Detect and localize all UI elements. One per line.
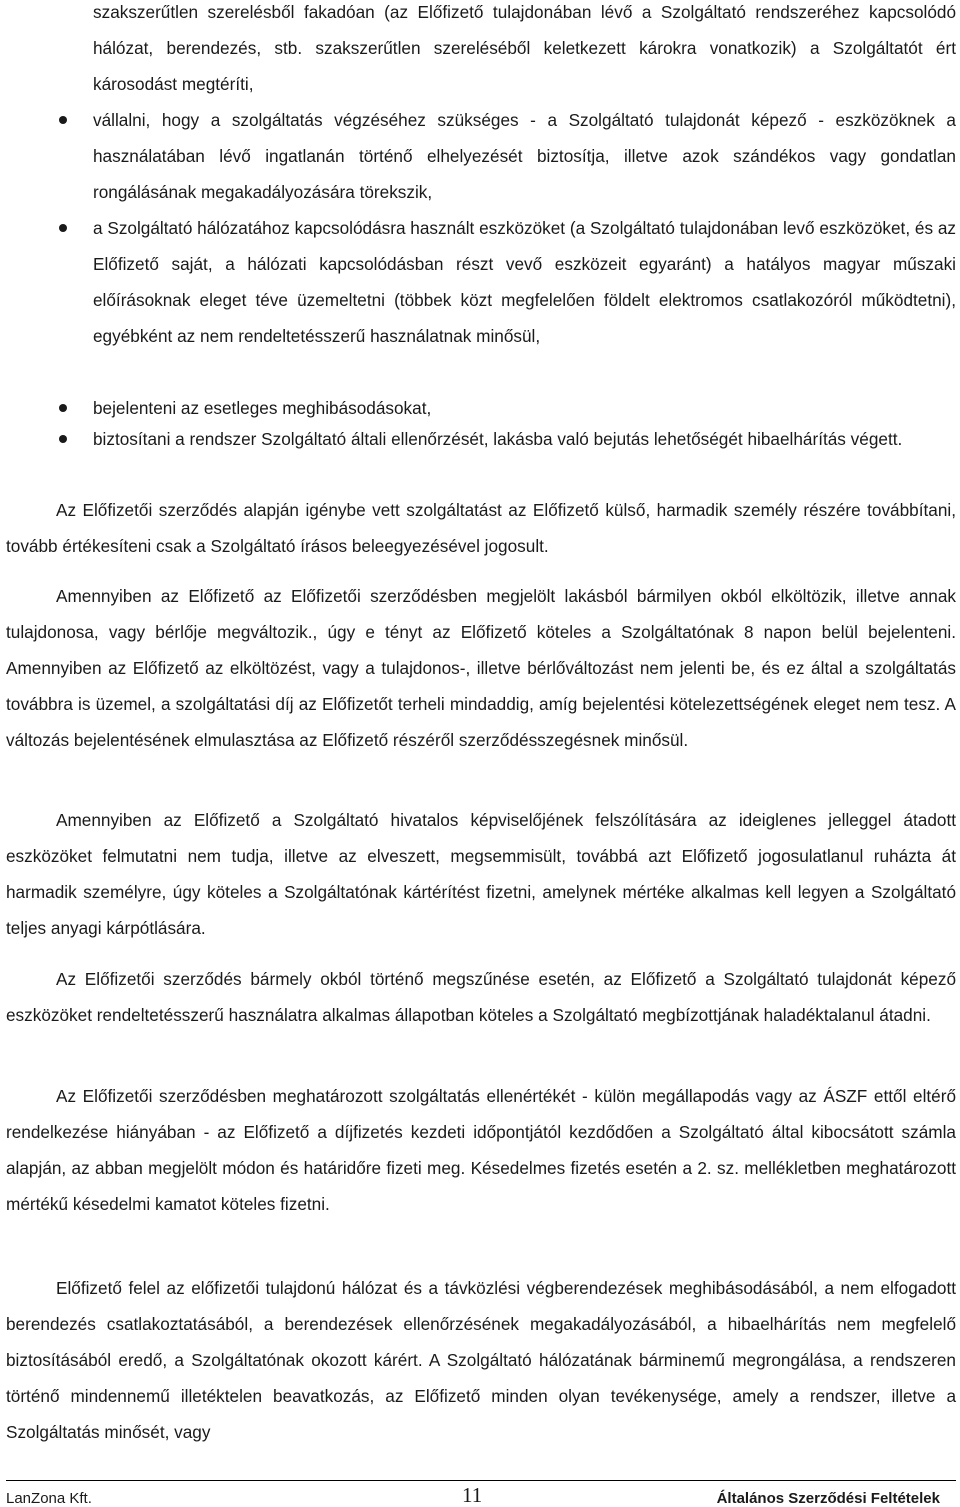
bullet-icon — [59, 435, 67, 443]
paragraph: Előfizető felel az előfizetői tulajdonú hálózat és a távközlési végberendezések meghibásodásából, a nem elfogadott berendezés csatlakoztatásából, a berendezések ellenőrzésének megakadályozásából, a hibaelhárítás nem megfelelő biztosításából eredő, a Szolgáltatónak okozott kárért. A Szolgáltató hálózatának bárminemű megrongálása, a rendszeren történő mindennemű illetéktelen beavatkozás, az Előfizető minden olyan tevékenysége, amely a rendszer, illetve a Szolgáltatás minősét, vagy — [6, 1278, 956, 1442]
paragraph: Az Előfizetői szerződés bármely okból történő megszűnése esetén, az Előfizető a Szolgáltató tulajdonát képező eszközöket rendeltetésszerű használatra alkalmas állapotban köteles a Szolgáltató megbízottjának haladéktalanul átadni. — [6, 969, 956, 1025]
list-item-text: bejelenteni az esetleges meghibásodásokat, — [93, 398, 432, 418]
bullet-icon — [59, 404, 67, 412]
continuation-text: szakszerűtlen szerelésből fakadóan (az Előfizető tulajdonában lévő a Szolgáltató rendszeréhez kapcsolódó hálózat, berendezés, stb. szakszerűtlen szereléséből keletkezett károkra vonatkozik) a Szolgáltatót ért károsodást megtéríti, — [93, 2, 956, 94]
list-item — [93, 102, 956, 210]
page-footer — [6, 1480, 956, 1507]
page-number: 11 — [462, 1483, 483, 1507]
paragraph: Az Előfizetői szerződésben meghatározott szolgáltatás ellenértékét - külön megállapodás vagy az ÁSZF ettől eltérő rendelkezése hiányában - az Előfizető a díjfizetés kezdeti időpontjától kezdődően a Szolgáltató által kibocsátott számla alapján, az abban megjelölt módon és határidőre fizeti meg. Késedelmes fizetés esetén a 2. sz. mellékletben meghatározott mértékű késedelmi kamatot köteles fizetni. — [6, 1086, 956, 1214]
list-item-text: a Szolgáltató hálózatához kapcsolódásra használt eszközöket (a Szolgáltató tulajdonában levő eszközöket, és az Előfizető saját, a hálózati kapcsolódásban részt vevő eszközeit egyaránt) a hatályos magyar műszaki előírásoknak eleget téve üzemeltetni (többek közt megfelelően földelt elektromos csatlakozóról működtetni), egyébként az nem rendeltetésszerű használatnak minősül, — [93, 218, 956, 346]
list-item — [93, 421, 956, 457]
paragraph: Amennyiben az Előfizető az Előfizetői szerződésben megjelölt lakásból bármilyen okból elköltözik, illetve annak tulajdonosa, vagy bérlője megváltozik., úgy e tényt az Előfizető köteles a Szolgáltatónak 8 napon belül bejelenteni. Amennyiben az Előfizető az elköltözést, vagy a tulajdonos-, illetve bérlőváltozást nem jelenti be, és ez által a szolgáltatás továbbra is üzemel, a szolgáltatási díj az Előfizetőt terheli mindaddig, amíg bejelentési kötelezettségének eleget nem tesz. A változás bejelentésének elmulasztása az Előfizető részéről szerződésszegésnek minősül. — [6, 586, 956, 750]
paragraph: Az Előfizetői szerződés alapján igénybe vett szolgáltatást az Előfizető külső, harmadik személy részére továbbítani, tovább értékesíteni csak a Szolgáltató írásos beleegyezésével jogosult. — [6, 500, 956, 556]
footer-company: LanZona Kft. — [6, 1490, 92, 1507]
footer-title: Általános Szerződési Feltételek — [716, 1490, 940, 1507]
paragraph: Amennyiben az Előfizető a Szolgáltató hivatalos képviselőjének felszólítására az ideiglenes jelleggel átadott eszközöket felmutatni nem tudja, illetve az elveszett, megsemmisült, továbbá azt Előfizető jogosulatlanul ruházta át harmadik személyre, úgy köteles a Szolgáltatónak kártérítést fizetni, amelynek mértéke alkalmas kell legyen a Szolgáltató teljes anyagi kárpótlására. — [6, 810, 956, 938]
footer-divider — [6, 1480, 956, 1481]
bullet-icon — [59, 224, 67, 232]
list-item-text: biztosítani a rendszer Szolgáltató általi ellenőrzését, lakásba való bejutás lehetőségét hibaelhárítás végett. — [93, 429, 903, 449]
bullet-icon — [59, 116, 67, 124]
list-item — [93, 210, 956, 354]
list-item-text: vállalni, hogy a szolgáltatás végzéséhez szükséges - a Szolgáltató tulajdonát képező - eszközöknek a használatában lévő ingatlanán történő elhelyezését biztosítja, illetve azok szándékos vagy gondatlan rongálásának megakadályozására törekszik, — [93, 110, 956, 202]
